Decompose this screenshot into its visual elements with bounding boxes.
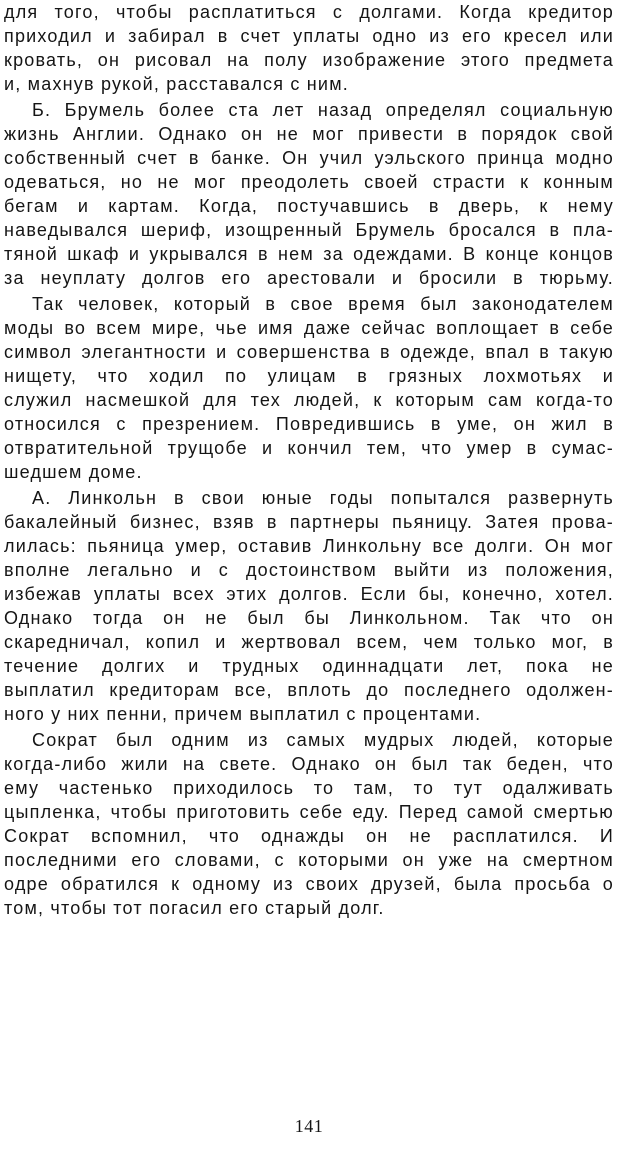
paragraph-line: скаредничал, копил и жертвовал всем, чем только мог, в — [4, 632, 614, 652]
paragraph-line: бегам и картам. Когда, постучавшись в дверь, к нему — [4, 196, 614, 216]
paragraph-line: вполне легально и с достоинством выйти из положения, — [4, 560, 614, 580]
paragraph-line: тяной шкаф и укрывался в нем за одеждами. В конце концов — [4, 244, 614, 264]
paragraph-line: для того, чтобы расплатиться с долгами. Когда кредитор — [4, 2, 614, 22]
paragraph-line: приходил и забирал в счет уплаты одно из его кресел или — [4, 26, 614, 46]
paragraph-line: и, махнув рукой, расставался с ним. — [4, 74, 349, 94]
paragraph-line: моды во всем мире, чье имя даже сейчас воплощает в себе — [4, 318, 614, 338]
paragraph-line: лилась: пьяница умер, оставив Линкольну все долги. Он мог — [4, 536, 614, 556]
paragraph-line: нищету, что ходил по улицам в грязных лохмотьях и — [4, 366, 614, 386]
paragraph-line: бакалейный бизнес, взяв в партнеры пьяницу. Затея прова- — [4, 512, 614, 532]
paragraph-line: относился с презрением. Повредившись в уме, он жил в — [4, 414, 614, 434]
paragraph-line: Однако тогда он не был бы Линкольном. Так что он — [4, 608, 614, 628]
paragraph-line: шедшем доме. — [4, 462, 143, 482]
paragraph-line: Так человек, который в свое время был законодателем — [32, 294, 614, 314]
paragraph-line: наведывался шериф, изощренный Брумель бросался в пла- — [4, 220, 614, 240]
paragraph-line: последними его словами, с которыми он уже на смертном — [4, 850, 614, 870]
paragraph-line: избежав уплаты всех этих долгов. Если бы, конечно, хотел. — [4, 584, 614, 604]
paragraph-line: кровать, он рисовал на полу изображение этого предмета — [4, 50, 614, 70]
paragraph-line: отвратительной трущобе и кончил тем, что умер в сумас- — [4, 438, 614, 458]
paragraph-line: ного у них пенни, причем выплатил с процентами. — [4, 704, 482, 724]
paragraph-line: за неуплату долгов его арестовали и бросили в тюрьму. — [4, 268, 614, 288]
paragraph-line: ему частенько приходилось то там, то тут одалживать — [4, 778, 614, 798]
paragraph-line: одре обратился к одному из своих друзей, была просьба о — [4, 874, 614, 894]
paragraph-line: течение долгих и трудных одиннадцати лет, пока не — [4, 656, 614, 676]
paragraph-line: Сократ вспомнил, что однажды он не расплатился. И — [4, 826, 614, 846]
paragraph-line: цыпленка, чтобы приготовить себе еду. Перед самой смертью — [4, 802, 614, 822]
book-page — [4, 0, 614, 1150]
paragraph-line: Сократ был одним из самых мудрых людей, которые — [32, 730, 614, 750]
paragraph-line: выплатил кредиторам все, вплоть до последнего одолжен- — [4, 680, 614, 700]
page-number: 141 — [294, 1116, 324, 1136]
paragraph-line: жизнь Англии. Однако он не мог привести в порядок свой — [4, 124, 614, 144]
paragraph-line: символ элегантности и совершенства в одежде, впал в такую — [4, 342, 614, 362]
paragraph-line: когда-либо жили на свете. Однако он был так беден, что — [4, 754, 614, 774]
paragraph-line: служил насмешкой для тех людей, к которым сам когда-то — [4, 390, 614, 410]
paragraph-line: Б. Брумель более ста лет назад определял социальную — [32, 100, 614, 120]
paragraph-line: А. Линкольн в свои юные годы попытался развернуть — [32, 488, 614, 508]
paragraph-line: одеваться, но не мог преодолеть своей страсти к конным — [4, 172, 614, 192]
paragraph-line: том, чтобы тот погасил его старый долг. — [4, 898, 385, 918]
paragraph-line: собственный счет в банке. Он учил уэльского принца модно — [4, 148, 614, 168]
